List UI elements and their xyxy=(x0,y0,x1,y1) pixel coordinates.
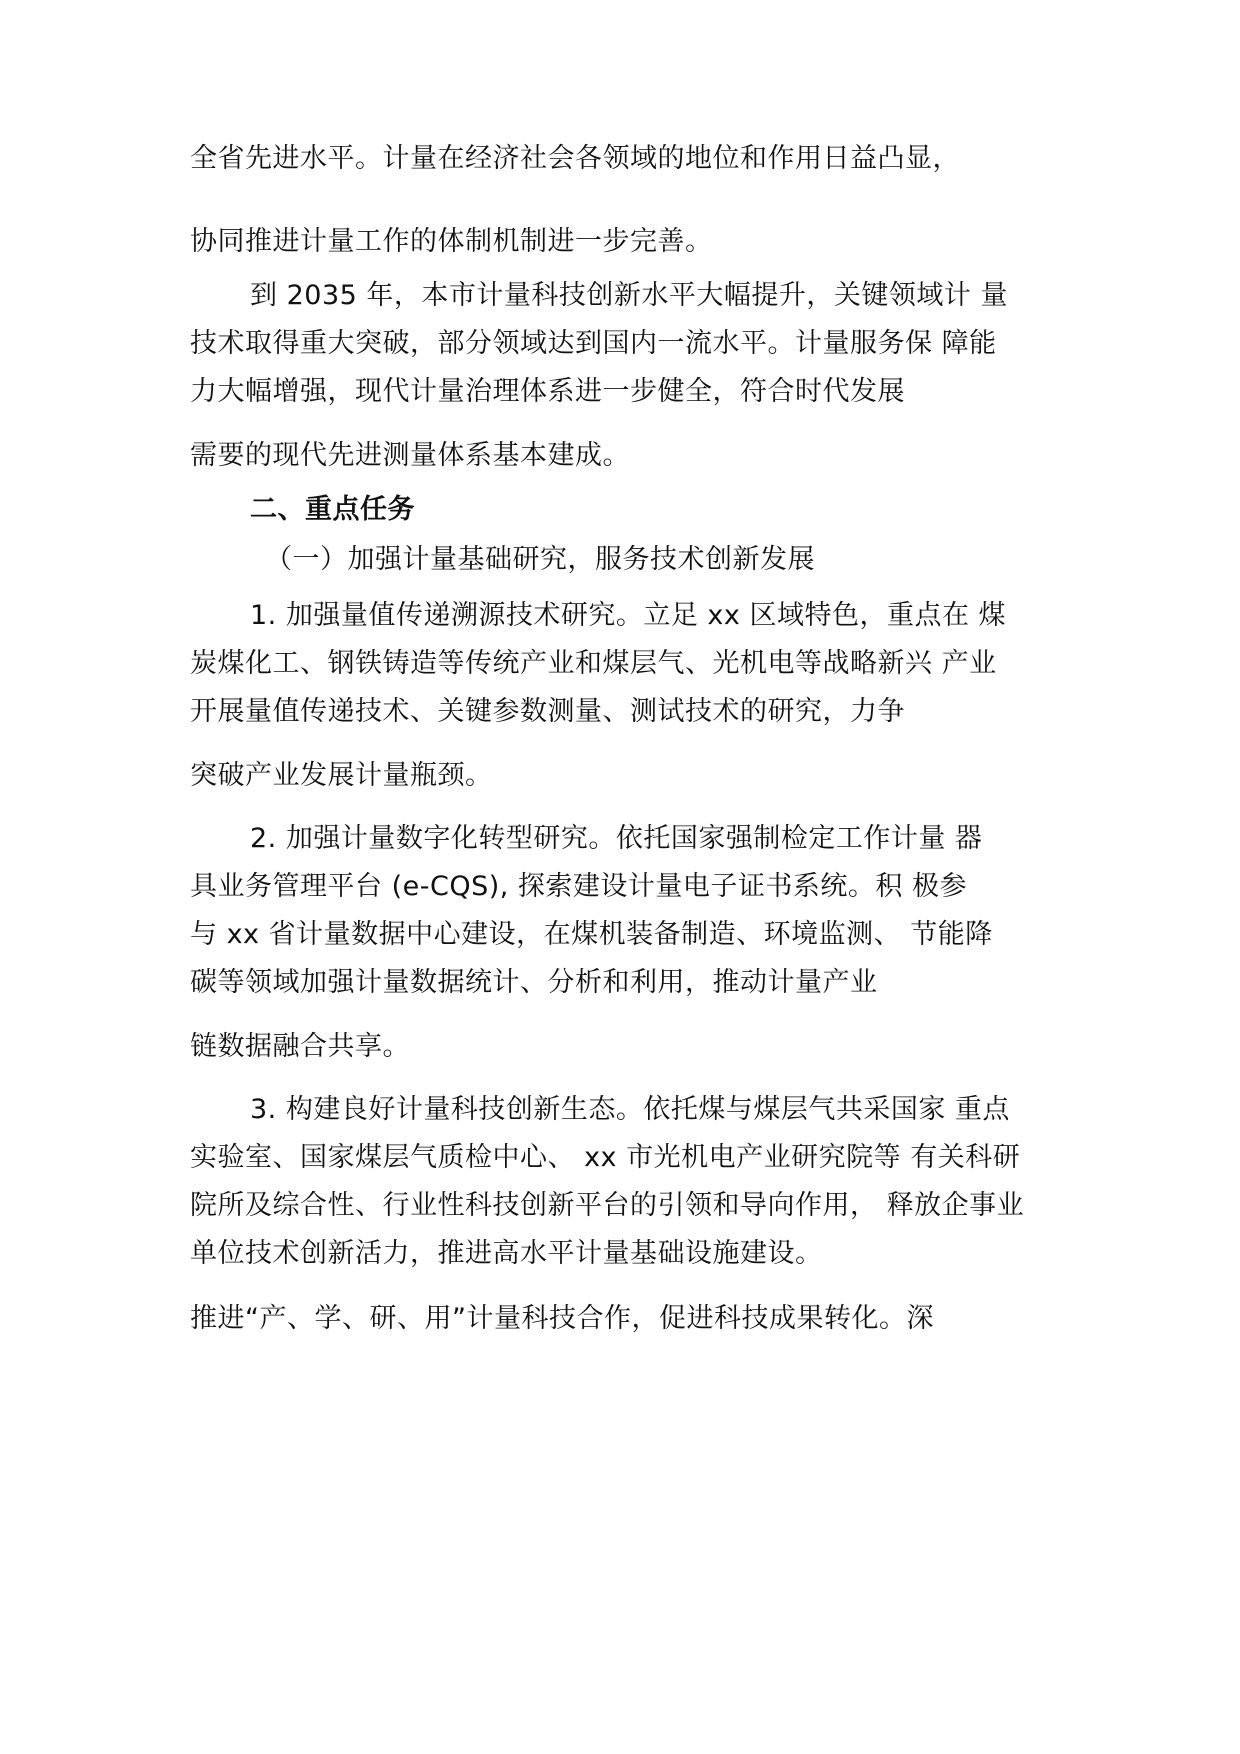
paragraph-line: 1. 加强量值传递溯源技术研究。立足 xx 区域特色，重点在 煤 xyxy=(250,600,1007,631)
paragraph-line: 协同推进计量工作的体制机制进一步完善。 xyxy=(190,226,713,257)
paragraph-line: 碳等领域加强计量数据统计、分析和利用，推动计量产业 xyxy=(190,967,878,998)
paragraph-line: 与 xx 省计量数据中心建设，在煤机装备制造、环境监测、 节能降 xyxy=(190,919,993,950)
subsection-heading: （一）加强计量基础研究，服务技术创新发展 xyxy=(265,544,815,575)
paragraph-line: 单位技术创新活力，推进高水平计量基础设施建设。 xyxy=(190,1238,823,1269)
paragraph-line: 3. 构建良好计量科技创新生态。依托煤与煤层气共采国家 重点 xyxy=(250,1094,1010,1125)
paragraph-line: 开展量值传递技术、关键参数测量、测试技术的研究，力争 xyxy=(190,696,905,727)
paragraph-line: 链数据融合共享。 xyxy=(190,1031,410,1062)
paragraph-line: 炭煤化工、钢铁铸造等传统产业和煤层气、光机电等战略新兴 产业 xyxy=(190,648,997,679)
paragraph-line: 2. 加强计量数字化转型研究。依托国家强制检定工作计量 器 xyxy=(250,823,983,854)
paragraph-line: 技术取得重大突破，部分领域达到国内一流水平。计量服务保 障能 xyxy=(190,328,997,359)
paragraph-line: 院所及综合性、行业性科技创新平台的引领和导向作用， 释放企事业 xyxy=(190,1190,1025,1221)
paragraph-line: 力大幅增强，现代计量治理体系进一步健全，符合时代发展 xyxy=(190,376,905,407)
paragraph-line: 实验室、国家煤层气质检中心、 xx 市光机电产业研究院等 有关科研 xyxy=(190,1142,1021,1173)
paragraph-line: 推进“产、学、研、用”计量科技合作，促进科技成果转化。深 xyxy=(190,1303,934,1334)
paragraph-line: 具业务管理平台 (e-CQS), 探索建设计量电子证书系统。积 极参 xyxy=(190,871,967,902)
section-heading: 二、重点任务 xyxy=(250,494,415,525)
paragraph-line: 突破产业发展计量瓶颈。 xyxy=(190,760,493,791)
paragraph-line: 需要的现代先进测量体系基本建成。 xyxy=(190,440,630,471)
paragraph-line: 到 2035 年，本市计量科技创新水平大幅提升，关键领域计 量 xyxy=(250,280,1008,311)
paragraph-line: 全省先进水平。计量在经济社会各领域的地位和作用日益凸显， xyxy=(190,143,960,174)
